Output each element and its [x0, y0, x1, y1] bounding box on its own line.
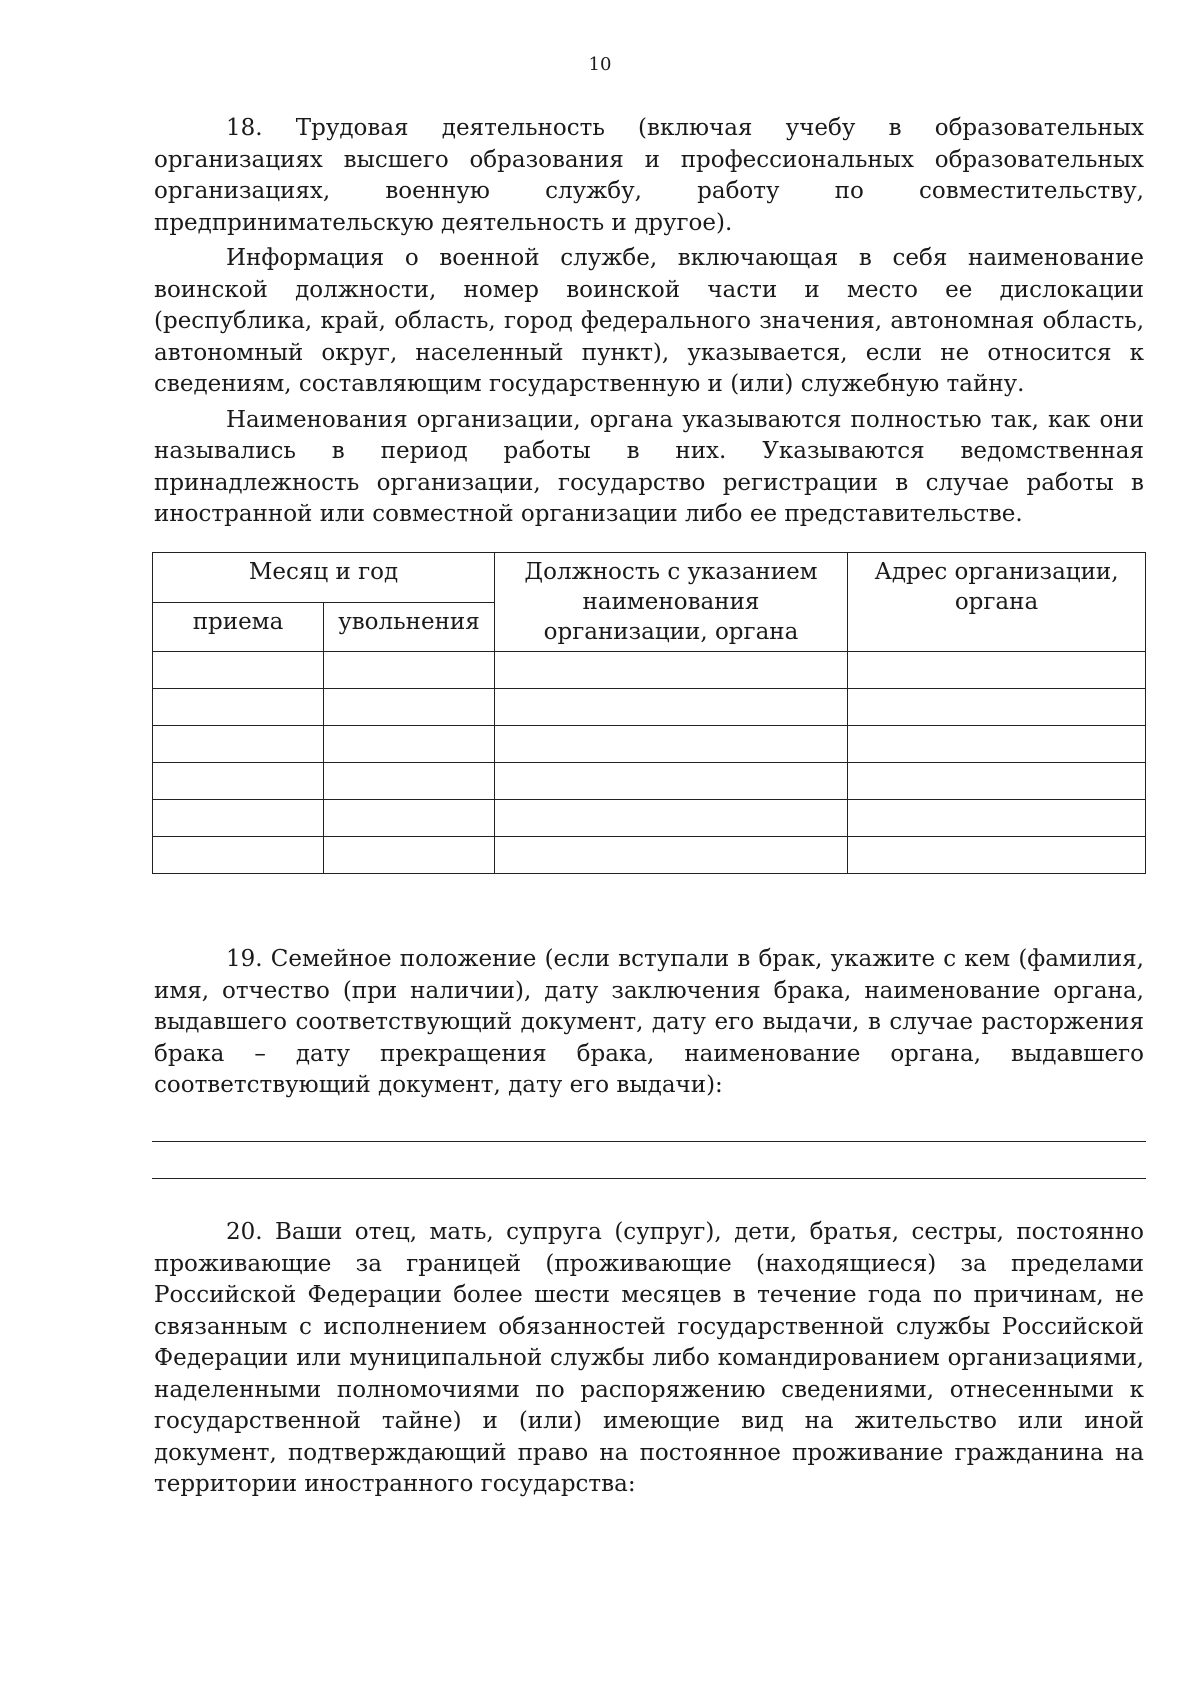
cell-position[interactable] — [495, 652, 848, 689]
cell-dismissal[interactable] — [324, 652, 495, 689]
cell-address[interactable] — [848, 689, 1146, 726]
header-month-year: Месяц и год — [153, 553, 495, 603]
page-number: 10 — [588, 54, 612, 75]
cell-dismissal[interactable] — [324, 726, 495, 763]
employment-table — [152, 552, 1146, 874]
table-row — [153, 652, 1146, 689]
cell-hire[interactable] — [153, 689, 324, 726]
section-20 — [154, 1217, 1144, 1501]
section-18-paragraph-3: Наименования организации, органа указываются полностью так, как они назывались в период работы в них. Указываются ведомственная принадлежность организации, государство регистрации в случае работы в иностранной или совместной организации либо ее представительстве. — [154, 406, 1144, 527]
table-row — [153, 763, 1146, 800]
section-19 — [154, 944, 1144, 1102]
answer-line[interactable] — [152, 1178, 1146, 1179]
section-18-paragraph-1: 18. Трудовая деятельность (включая учебу в образовательных организациях высшего образования и профессиональных образовательных организациях, военную службу, работу по совместительству, предпринимательскую деятельность и другое). — [154, 115, 1144, 236]
cell-hire[interactable] — [153, 726, 324, 763]
table-row — [153, 726, 1146, 763]
cell-hire[interactable] — [153, 837, 324, 874]
cell-address[interactable] — [848, 763, 1146, 800]
header-dismissal: увольнения — [324, 602, 495, 652]
section-18 — [154, 113, 1144, 531]
table-row — [153, 837, 1146, 874]
answer-line[interactable] — [152, 1141, 1146, 1142]
cell-hire[interactable] — [153, 763, 324, 800]
cell-dismissal[interactable] — [324, 763, 495, 800]
cell-position[interactable] — [495, 726, 848, 763]
table-row — [153, 800, 1146, 837]
cell-hire[interactable] — [153, 652, 324, 689]
cell-address[interactable] — [848, 800, 1146, 837]
section-18-paragraph-2: Информация о военной службе, включающая в себя наименование воинской должности, номер воинской части и место ее дислокации (республика, край, область, город федерального значения, автономная область, автономный округ, населенный пункт), указывается, если не относится к сведениям, составляющим государственную и (или) служебную тайну. — [154, 245, 1144, 397]
cell-position[interactable] — [495, 800, 848, 837]
section-20-paragraph: 20. Ваши отец, мать, супруга (супруг), дети, братья, сестры, постоянно проживающие за границей (проживающие (находящиеся) за пределами Российской Федерации более шести месяцев в течение года по причинам, не связанным с исполнением обязанностей государственной службы Российской Федерации или муниципальной службы либо командированием организациями, наделенными полномочиями по распоряжению сведениями, отнесенными к государственной тайне) и (или) имеющие вид на жительство или иной документ, подтверждающий право на постоянное проживание гражданина на территории иностранного государства: — [154, 1219, 1144, 1497]
cell-position[interactable] — [495, 689, 848, 726]
cell-position[interactable] — [495, 837, 848, 874]
cell-dismissal[interactable] — [324, 837, 495, 874]
table-row — [153, 689, 1146, 726]
header-address: Адрес организации, органа — [848, 553, 1146, 652]
header-hire: приема — [153, 602, 324, 652]
cell-address[interactable] — [848, 652, 1146, 689]
cell-hire[interactable] — [153, 800, 324, 837]
cell-position[interactable] — [495, 763, 848, 800]
header-position: Должность с указанием наименования организации, органа — [495, 553, 848, 652]
cell-dismissal[interactable] — [324, 800, 495, 837]
cell-address[interactable] — [848, 837, 1146, 874]
section-19-paragraph: 19. Семейное положение (если вступали в брак, укажите с кем (фамилия, имя, отчество (при наличии), дату заключения брака, наименование органа, выдавшего соответствующий документ, дату его выдачи, в случае расторжения брака – дату прекращения брака, наименование органа, выдавшего соответствующий документ, дату его выдачи): — [154, 946, 1144, 1098]
cell-address[interactable] — [848, 726, 1146, 763]
cell-dismissal[interactable] — [324, 689, 495, 726]
